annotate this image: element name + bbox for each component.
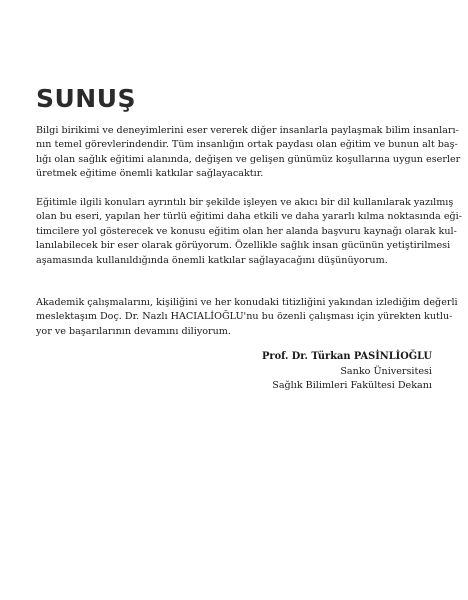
- paragraph-3: [36, 296, 458, 339]
- signature-institution: Sanko Üniversitesi: [340, 365, 432, 377]
- paragraph-line: aşamasında kullanıldığında önemli katkılar sağlayacağını düşünüyorum.: [36, 254, 388, 266]
- signature-faculty: Sağlık Bilimleri Fakültesi Dekanı: [272, 380, 432, 392]
- paragraph-line: Akademik çalışmalarını, kişiliğini ve her konudaki titizliğini yakından izlediğim değerli: [36, 297, 458, 308]
- paragraph-line: Bilgi birikimi ve deneyimlerini eser vererek diğer insanlarla paylaşmak bilim insanları-: [36, 125, 459, 136]
- paragraph-1: [36, 124, 461, 182]
- paragraph-line: lanılabilecek bir eser olarak görüyorum. Özellikle sağlık insan gücünün yetiştirilmesi: [36, 240, 451, 252]
- paragraph-line: meslektaşım Doç. Dr. Nazlı HACIALİOĞLU'nu bu özenli çalışması için yürekten kutlu-: [36, 311, 453, 323]
- paragraph-line: yor ve başarılarının devamını diliyorum.: [36, 325, 231, 337]
- paragraph-line: nın temel görevlerindendir. Tüm insanlığın ortak paydası olan eğitim ve bunun alt baş-: [36, 139, 458, 151]
- signature-name: Prof. Dr. Türkan PASİNLİOĞLU: [262, 351, 432, 362]
- signature-block: [262, 350, 432, 394]
- page-title: SUNUŞ: [36, 84, 137, 113]
- paragraph-line: Eğitimle ilgili konuları ayrıntılı bir şekilde işleyen ve akıcı bir dil kullanılarak yazılmış: [36, 197, 454, 208]
- paragraph-line: üretmek eğitime önemli katkılar sağlayacaktır.: [36, 168, 264, 180]
- paragraph-line: olan bu eseri, yapılan her türlü eğitimi daha etkili ve daha yararlı kılma noktasında eği-: [36, 211, 462, 223]
- paragraph-line: timcilere yol gösterecek ve konusu eğitim olan her alanda başvuru kaynağı olarak kul-: [36, 225, 457, 237]
- paragraph-2: [36, 196, 462, 268]
- paragraph-line: lığı olan sağlık eğitimi alanında, değişen ve gelişen günümüz koşullarına uygun eserler: [36, 153, 461, 165]
